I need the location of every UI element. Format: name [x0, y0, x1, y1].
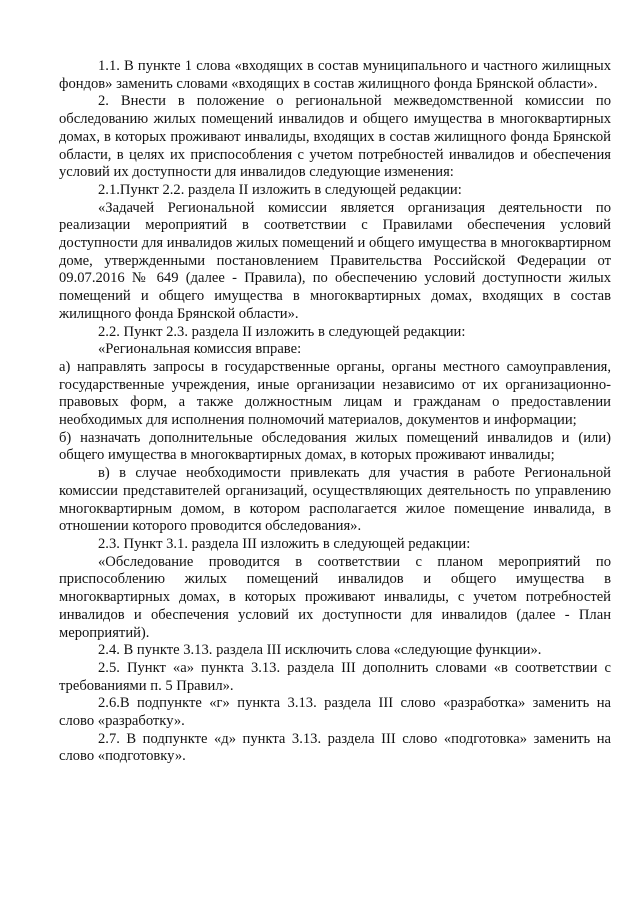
paragraph-2-4: 2.4. В пункте 3.13. раздела III исключить слова «следующие функции».: [98, 642, 542, 659]
paragraph-2-2: 2.2. Пункт 2.3. раздела II изложить в следующей редакции:: [98, 323, 466, 340]
paragraph-1-1: 1.1. В пункте 1 слова «входящих в состав муниципального и частного жилищных фондов» заменить словами «входящих в состав жилищного фонда Брянской области».: [59, 58, 611, 92]
paragraph-2-6: 2.6.В подпункте «г» пункта 3.13. раздела III слово «разработка» заменить на слово «разработку».: [59, 695, 611, 730]
paragraph-2-1-quote: «Задачей Региональной комиссии является организация деятельности по реализации мероприятий в соответствии с Правилами обеспечения условий доступности для инвалидов жилых помещений и общего имущества в многоквартирном доме, утвержденными постановлением Правительства Российской Федерации от 09.07.2016 № 649 (далее - Правила), по обеспечению условий доступности жилых помещений и общего имущества в многоквартирных домах, входящих в состав жилищного фонда Брянской области».: [59, 199, 611, 322]
document-body: [59, 58, 611, 766]
paragraph-2-1: 2.1.Пункт 2.2. раздела II изложить в следующей редакции:: [98, 181, 462, 198]
paragraph-2-2-item-c: в) в случае необходимости привлекать для участия в работе Региональной комиссии представителей организаций, осуществляющих деятельность по управлению многоквартирным домом, в котором располагается жилое помещение инвалида, в отношении которого проводится обследования».: [59, 465, 611, 535]
paragraph-2-3: 2.3. Пункт 3.1. раздела III изложить в следующей редакции:: [98, 535, 471, 552]
paragraph-2-7: 2.7. В подпункте «д» пункта 3.13. раздела III слово «подготовка» заменить на слово «подготовку».: [59, 730, 611, 765]
paragraph-2-5: 2.5. Пункт «а» пункта 3.13. раздела III дополнить словами «в соответствии с требованиями п. 5 Правил».: [59, 659, 611, 694]
paragraph-2-2-item-a: а) направлять запросы в государственные органы, органы местного самоуправления, государственные учреждения, иные организации независимо от их организационно-правовых форм, а также должностным лицам и гражданам о предоставлении необходимых для исполнения полномочий материалов, документов и информации;: [59, 358, 611, 429]
paragraph-2-3-quote: «Обследование проводится в соответствии с планом мероприятий по приспособлению жилых помещений инвалидов и общего имущества в многоквартирных домах, в которых проживают инвалиды, с учетом потребностей инвалидов и обеспечения условий их доступности для инвалидов (далее - План мероприятий).: [59, 553, 611, 641]
paragraph-2-2-intro: «Региональная комиссия вправе:: [98, 341, 302, 358]
paragraph-2-2-item-b: б) назначать дополнительные обследования жилых помещений инвалидов и (или) общего имущества в многоквартирных домах, в которых проживают инвалиды;: [59, 429, 611, 464]
paragraph-2: 2. Внести в положение о региональной межведомственной комиссии по обследованию жилых помещений инвалидов и общего имущества в многоквартирных домах, в которых проживают инвалиды, входящих в состав жилищного фонда Брянской области, в целях их приспособления с учетом потребностей инвалидов и обеспечения условий их доступности для инвалидов следующие изменения:: [59, 93, 611, 181]
